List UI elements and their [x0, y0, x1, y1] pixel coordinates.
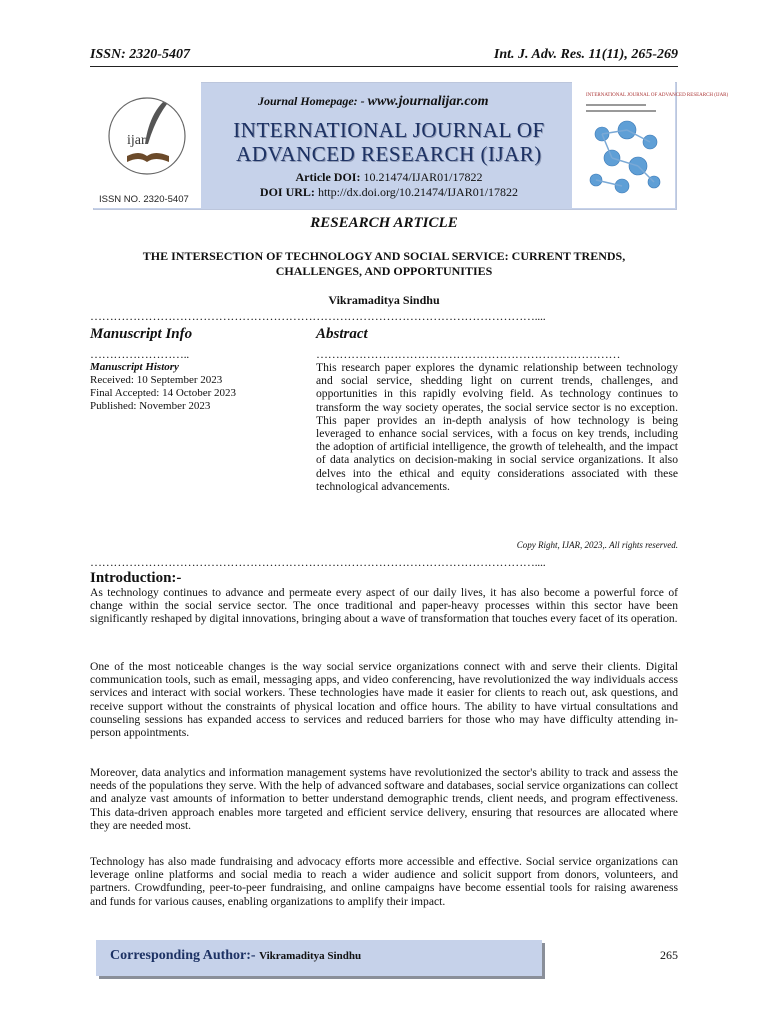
intro-paragraph-3: Moreover, data analytics and information management systems have revolutionized the sector's ability to track and assess the needs of the populations they serve. With the help of advanced software and databases, social service organizations can collect and analyze vast amounts of information to better understand demographic trends, client needs, and program effectiveness. This data-driven approach enables more targeted and efficient service delivery, ensuring that resources are allocated where they are needed most.: [90, 766, 678, 832]
molecule-cover-icon: [572, 82, 729, 208]
accepted-date: Final Accepted: 14 October 2023: [90, 387, 237, 399]
dotted-divider-left: ……………………..: [90, 347, 190, 361]
abstract-text: This research paper explores the dynamic relationship between technology and social service, shedding light on current trends, challenges, and opportunities in this rapidly evolving field. As technology continues to transform the way society operates, the social service sector is no exception. This paper provides an in-depth analysis of how technology is being leveraged to enhance social services, with a focus on key trends, including the adoption of artificial intelligence, the growth of telehealth, and the impact of data analytics on decision-making in social service organizations. It also delves into the ethical and equity considerations associated with these technological advancements.: [316, 361, 678, 493]
cover-title: INTERNATIONAL JOURNAL OF ADVANCED RESEARCH (IJAR): [586, 93, 729, 98]
intro-paragraph-2: One of the most noticeable changes is the way social service organizations connect with and serve their clients. Digital communication tools, such as email, messaging apps, and video conferencing, have revolutionized the way individuals access services and interact with social workers. These technologies have made it easier for clients to reach out, ask questions, and receive support without the constraints of physical location and office hours. The ability to have virtual consultations and counseling sessions has expanded access to services and reduced barriers for those who may have difficulty attending in-person appointments.: [90, 660, 678, 740]
doi-url-label: DOI URL:: [259, 185, 315, 199]
manuscript-history: [90, 361, 300, 413]
manuscript-info-heading: Manuscript Info: [90, 326, 193, 342]
doi-url-link[interactable]: http://dx.doi.org/10.21474/IJAR01/17822: [317, 185, 519, 199]
paper-title: [110, 249, 658, 279]
journal-citation: Int. J. Adv. Res. 11(11), 265-269: [493, 47, 678, 62]
journal-homepage: [258, 94, 489, 110]
article-type: RESEARCH ARTICLE: [310, 215, 458, 231]
article-doi-label: Article DOI:: [295, 170, 361, 184]
homepage-link[interactable]: www.journalijar.com: [367, 94, 489, 109]
dotted-divider-top: ……………………………………………………………………………………………………....: [90, 309, 546, 323]
introduction-heading: Introduction:-: [90, 570, 182, 586]
received-date: Received: 10 September 2023: [90, 374, 223, 386]
paper-title-line2: CHALLENGES, AND OPPORTUNITIES: [275, 264, 493, 278]
homepage-label: Journal Homepage: -: [258, 94, 365, 108]
author-name: Vikramaditya Sindhu: [328, 293, 440, 307]
journal-cover-thumbnail: [572, 82, 729, 208]
intro-paragraph-1: As technology continues to advance and permeate every aspect of our daily lives, it has also become a powerful force of change within the social service sector. The once traditional and paper-heavy processes within this sector have been significantly reshaped by digital innovations, bringing about a wave of transformation that touches every facet of its operation.: [90, 586, 678, 626]
corresponding-author: [110, 948, 361, 964]
dotted-divider-right: ……………………………………………………………………: [316, 347, 621, 361]
page-number: 265: [660, 948, 678, 962]
journal-title-line2: ADVANCED RESEARCH (IJAR): [236, 142, 542, 166]
published-date: Published: November 2023: [90, 400, 211, 412]
article-doi: 10.21474/IJAR01/17822: [363, 170, 483, 184]
logo-text: ijar: [127, 133, 146, 148]
corresponding-label: Corresponding Author:-: [110, 948, 256, 963]
issn-label: ISSN: 2320-5407: [90, 47, 190, 62]
logo-issn: ISSN NO. 2320-5407: [99, 194, 189, 205]
paper-title-line1: THE INTERSECTION OF TECHNOLOGY AND SOCIAL SERVICE: CURRENT TRENDS,: [142, 249, 626, 263]
history-label: Manuscript History: [90, 361, 179, 373]
journal-title-line1: INTERNATIONAL JOURNAL OF: [233, 118, 545, 142]
abstract-heading: Abstract: [316, 326, 368, 342]
dotted-divider-bottom: ……………………………………………………………………………………………………....: [90, 555, 546, 569]
copyright-notice: Copy Right, IJAR, 2023,. All rights reserved.: [516, 540, 678, 550]
corresponding-name: Vikramaditya Sindhu: [259, 950, 362, 962]
quill-book-logo-icon: [93, 82, 201, 208]
journal-title: [205, 118, 573, 166]
doi-block: [205, 170, 573, 200]
intro-paragraph-4: Technology has also made fundraising and advocacy efforts more accessible and effective. Social service organizations can leverage online platforms and social media to reach a wider audience and solicit support from donors, volunteers, and partners. Crowdfunding, peer-to-peer fundraising, and online campaigns have become essential tools for raising awareness and funds for various causes, enabling organizations to amplify their impact.: [90, 855, 678, 908]
journal-logo-left: [93, 82, 201, 208]
